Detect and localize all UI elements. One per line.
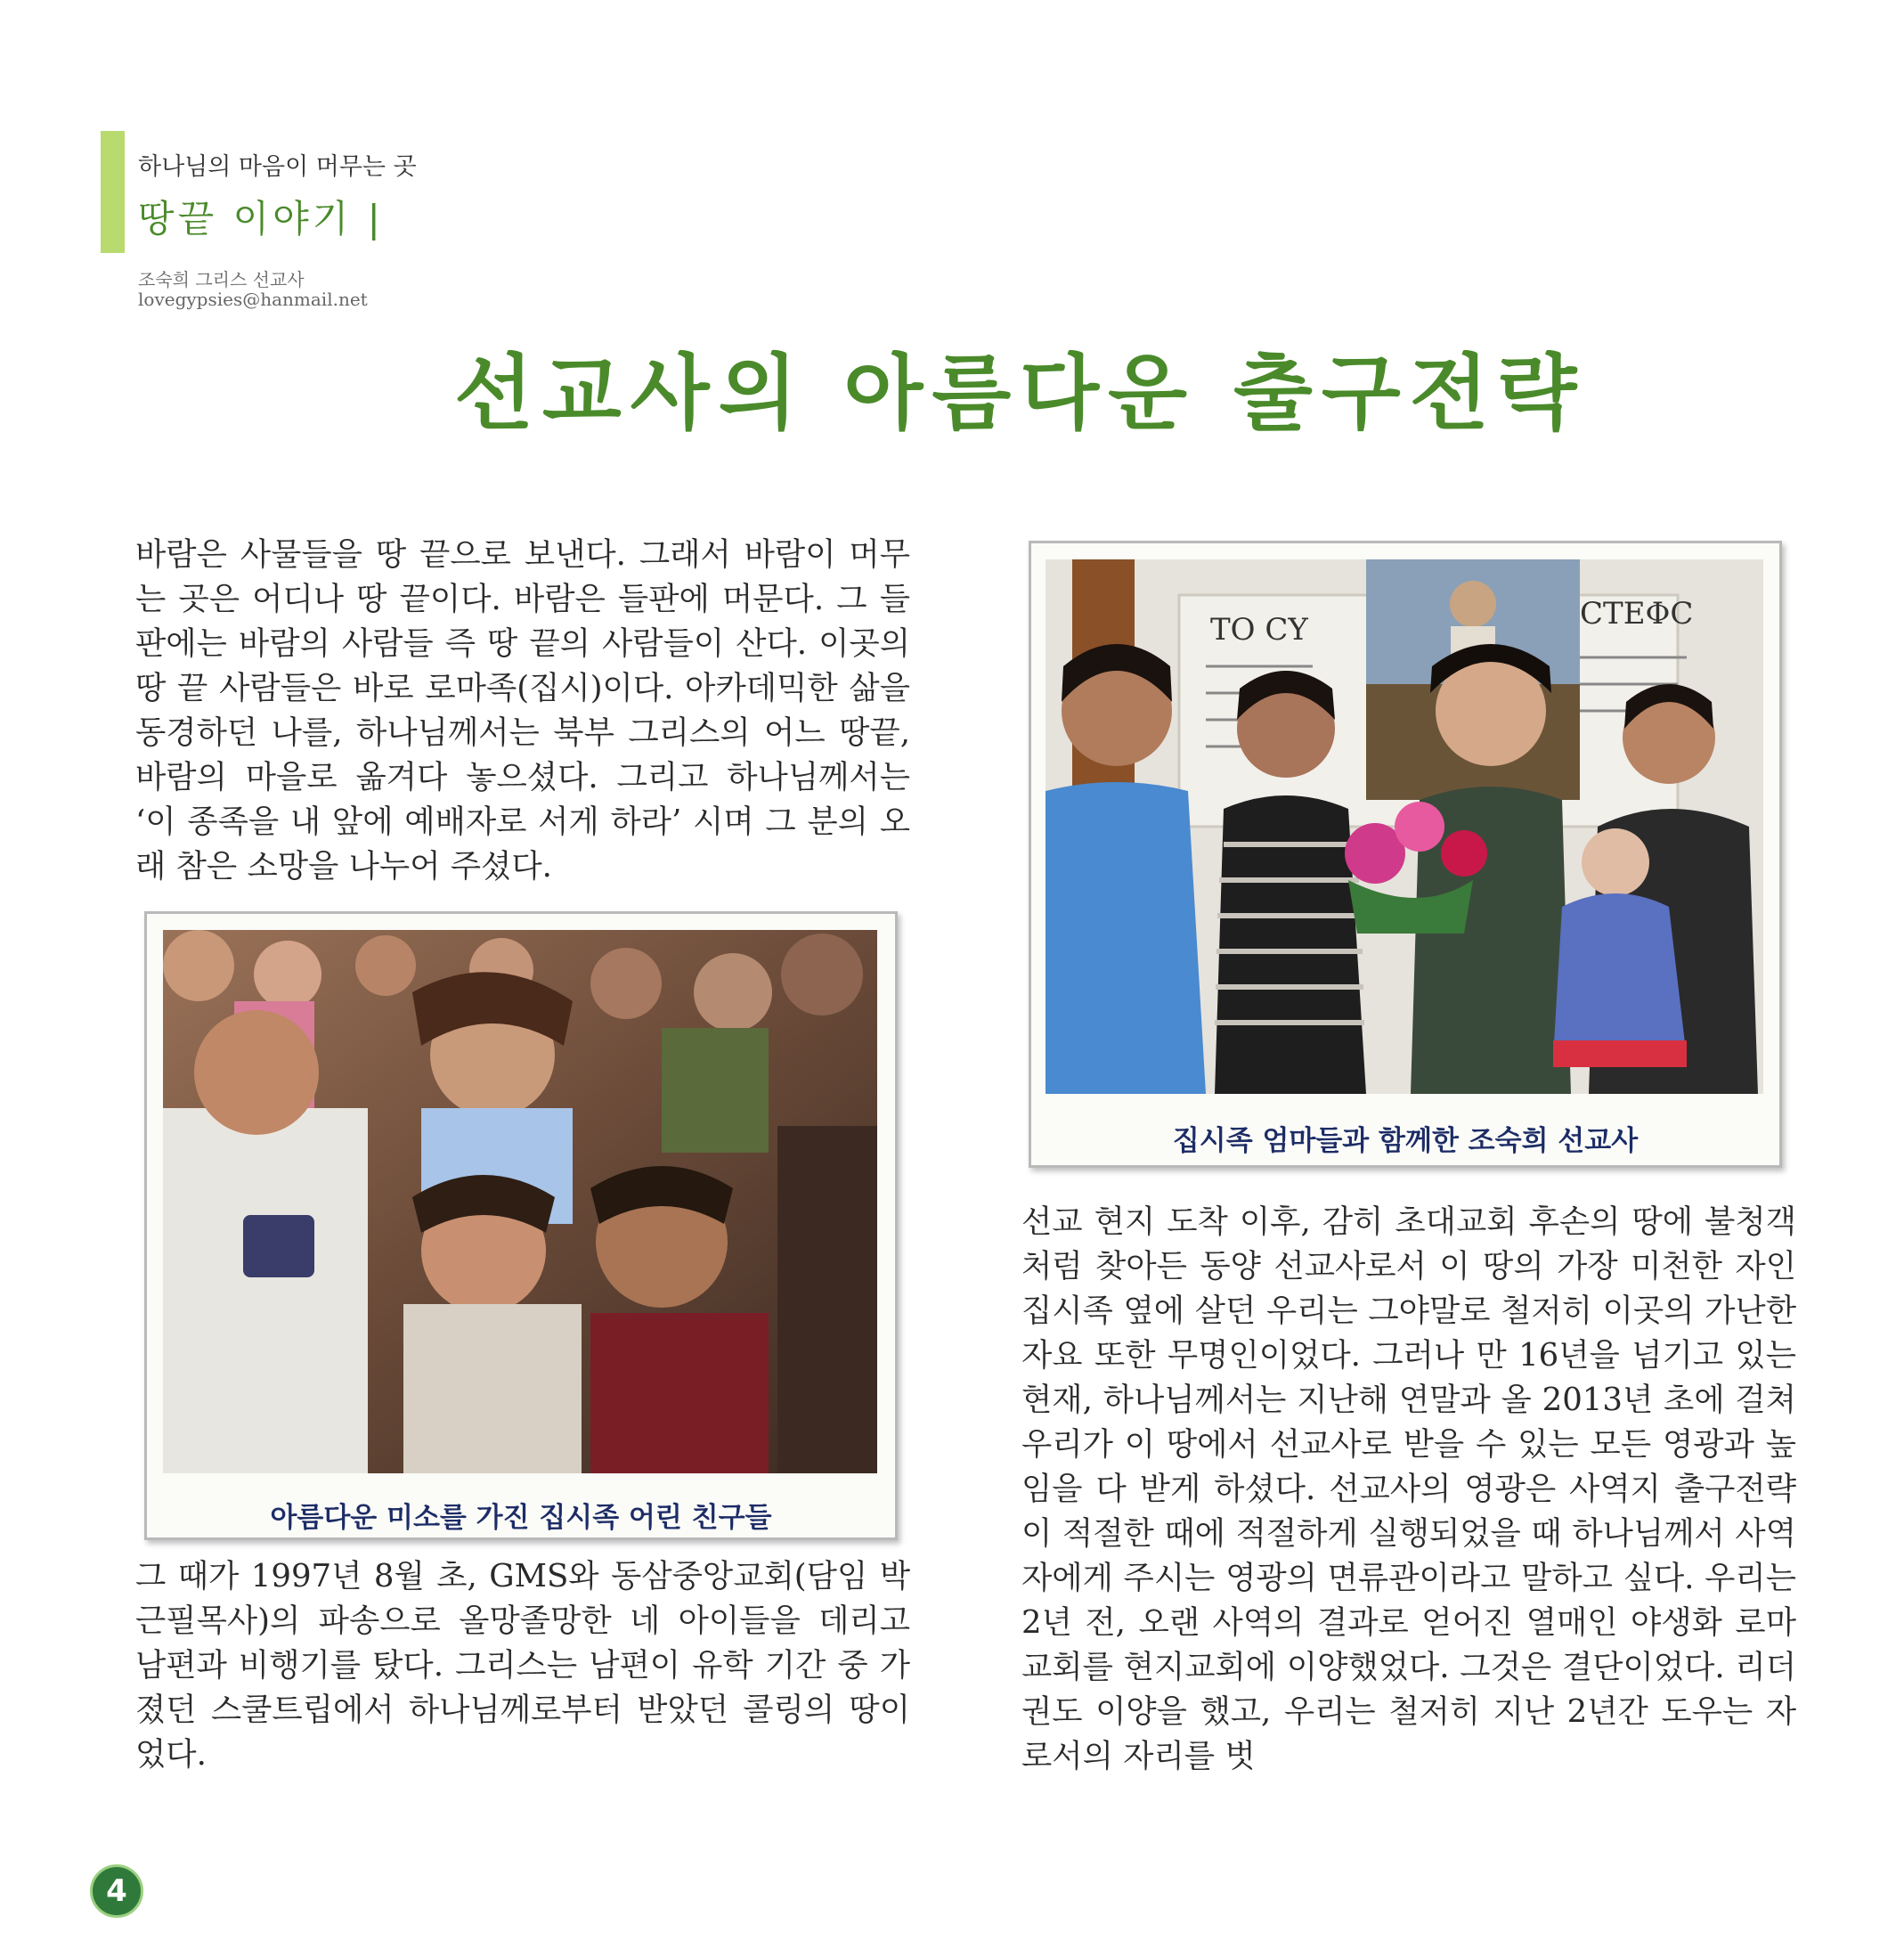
series-name	[138, 190, 384, 243]
photo-kids-image	[163, 930, 877, 1473]
photo-frame-kids	[144, 911, 898, 1540]
series-accent-bar	[101, 131, 125, 253]
photo-caption-moms: 집시족 엄마들과 함께한 조숙희 선교사	[1172, 1125, 1639, 1157]
page-number-badge: 4	[90, 1864, 143, 1918]
series-subtitle: 하나님의 마음이 머무는 곳	[138, 153, 417, 181]
photo-moms-image	[1046, 559, 1763, 1094]
banner-left-text: TO CY	[1210, 612, 1308, 648]
series-divider: |	[367, 197, 384, 241]
photo-caption-kids: 아름다운 미소를 가진 집시족 어린 친구들	[270, 1502, 772, 1534]
series-header	[101, 131, 635, 256]
photo-frame-moms	[1029, 541, 1782, 1168]
body-paragraph-left-1: 바람은 사물들을 땅 끝으로 보낸다. 그래서 바람이 머무는 곳은 어디나 땅 끝이다. 바람은 들판에 머문다. 그 들판에는 바람의 사람들 즉 땅 끝의 사람들이 산다. 이곳의 땅 끝 사람들은 바로 로마족(집시)이다. 아카데믹한 삶을 동경하던 나를, 하나님께서는 북부 그리스의 어느 땅끝, 바람의 마을로 옮겨다 놓으셨다. 그리고 하나님께서는 ‘이 종족을 내 앞에 예배자로 서게 하라’ 시며 그 분의 오래 참은 소망을 나누어 주셨다.	[135, 536, 910, 885]
series-name-text: 땅끝 이야기	[138, 197, 368, 241]
body-paragraph-right-1: 선교 현지 도착 이후, 감히 초대교회 후손의 땅에 불청객처럼 찾아든 동양 선교사로서 이 땅의 가장 미천한 자인 집시족 옆에 살던 우리는 그야말로 철저히 이곳의 가난한 자요 또한 무명인이었다. 그러나 만 16년을 넘기고 있는 현재, 하나님께서는 지난해 연말과 올 2013년 초에 걸쳐 우리가 이 땅에서 선교사로 받을 수 있는 모든 영광과 높임을 다 받게 하셨다. 선교사의 영광은 사역지 출구전략이 적절한 때에 적절하게 실행되었을 때 하나님께서 사역자에게 주시는 영광의 면류관이라고 말하고 싶다. 우리는 2년 전, 오랜 사역의 결과로 얻어진 열매인 야생화 로마교회를 현지교회에 이양했었다. 그것은 결단이었다. 리더권도 이양을 했고, 우리는 철저히 지난 2년간 도우는 자로서의 자리를 벗	[1021, 1203, 1796, 1774]
author-email: lovegypsies@hanmail.net	[138, 289, 368, 310]
body-paragraph-left-2: 그 때가 1997년 8월 초, GMS와 동삼중앙교회(담임 박근필목사)의 파송으로 올망졸망한 네 아이들을 데리고 남편과 비행기를 탔다. 그리스는 남편이 유학 기간 중 가졌던 스쿨트립에서 하나님께로부터 받았던 콜링의 땅이었다.	[135, 1558, 910, 1773]
article-title: 선교사의 아름다운 출구전략	[454, 346, 1586, 441]
banner-right-text: CTEΦC	[1580, 596, 1694, 632]
author-name: 조숙희 그리스 선교사	[138, 269, 305, 290]
